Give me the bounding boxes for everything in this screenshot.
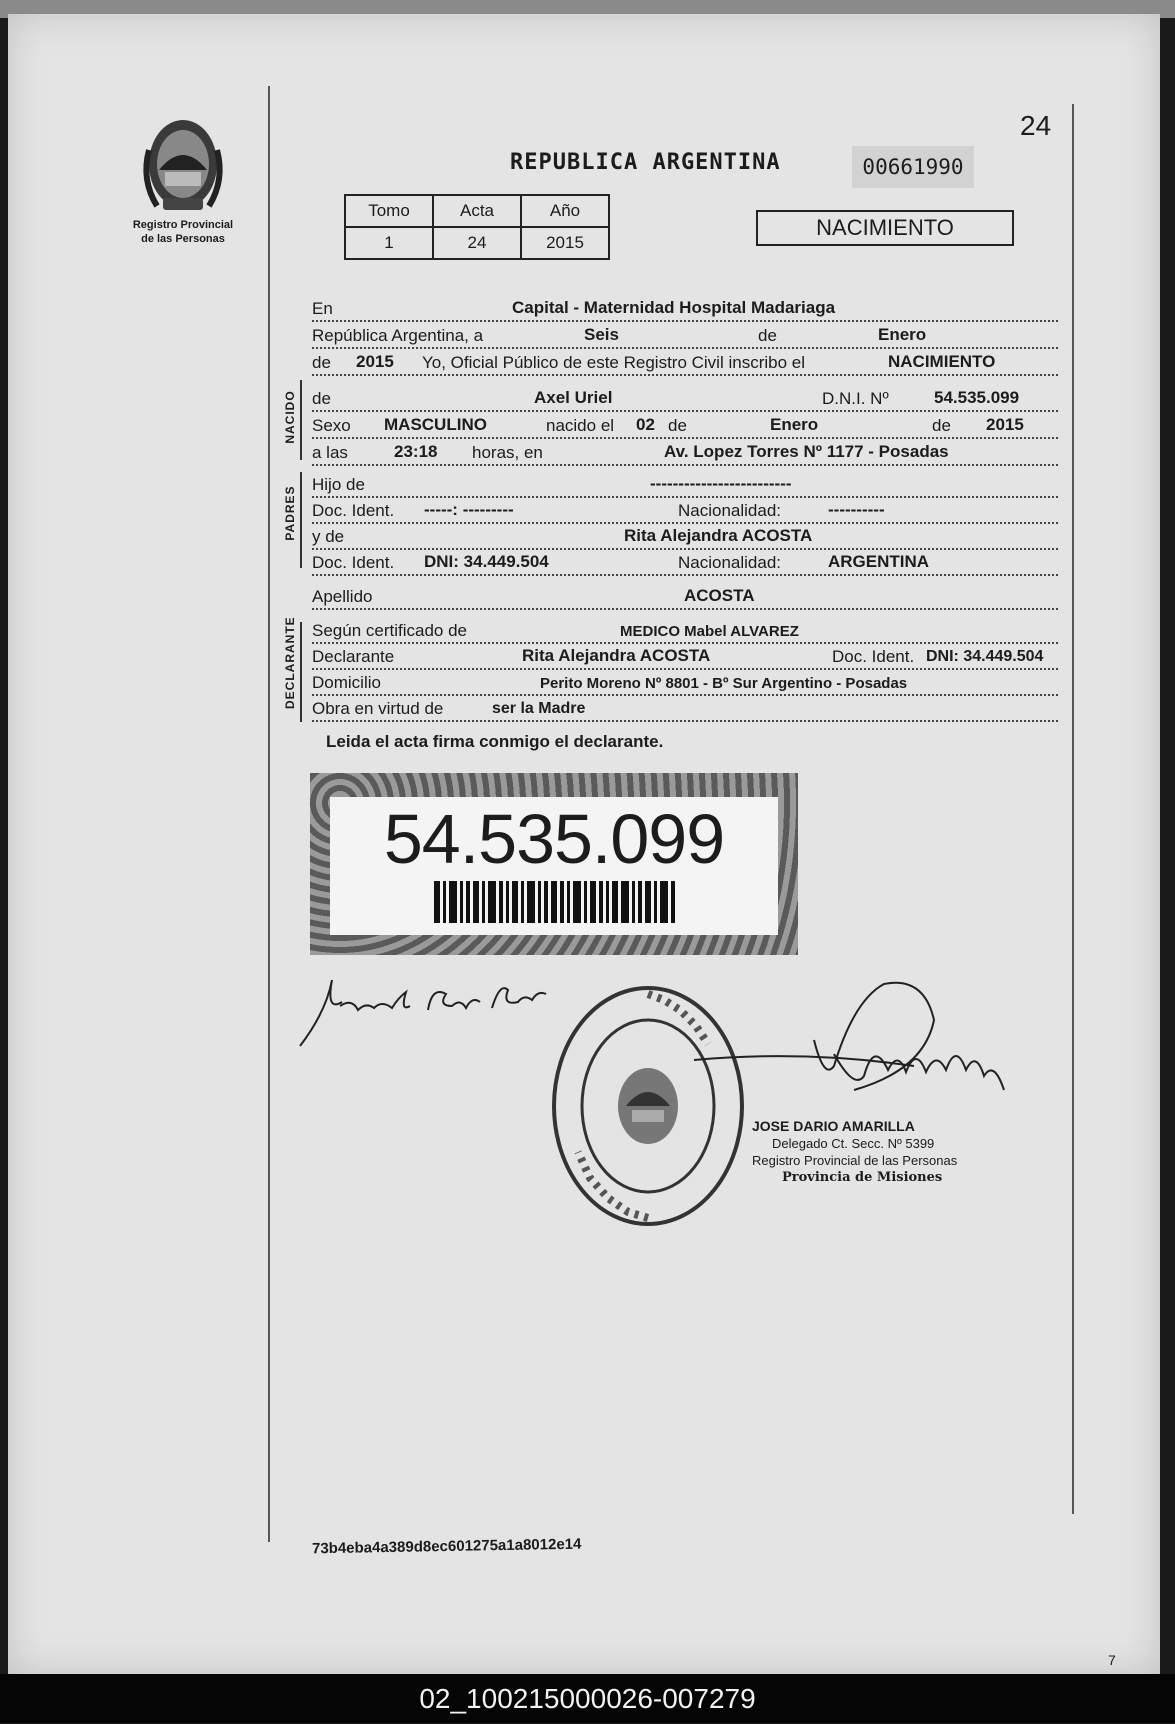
left-margin-line [268,86,270,1542]
doc-ident2-value: DNI: 34.449.504 [424,552,549,571]
declarante-value: Rita Alejandra ACOSTA [522,646,711,665]
official-signature-icon [684,980,1044,1110]
serial-number: 00661990 [852,146,974,188]
document-title: REPUBLICA ARGENTINA [510,150,781,175]
barcode-bar [573,881,581,923]
padres-bracket [300,472,302,568]
barcode-bar [590,881,596,923]
official-role: Delegado Ct. Secc. Nº 5399 [772,1136,935,1151]
horas-en-label: horas, en [472,443,546,463]
sexo-label: Sexo [312,416,354,436]
section-label-nacido: NACIDO [283,390,297,444]
segun-value: MEDICO Mabel ALVAREZ [620,623,799,640]
right-margin-line [1072,104,1074,1514]
barcode-bar [434,881,440,923]
footer-file-id: 02_100215000026-007279 [0,1674,1175,1723]
table-header-row [345,195,609,227]
hijo-de-label: Hijo de [312,475,368,495]
table-header-acta: Acta [433,195,521,227]
field-row-en [312,300,1058,322]
barcode-number: 54.535.099 [383,800,725,878]
table-header-anio: Año [521,195,609,227]
domicilio-value: Perito Moreno Nº 8801 - Bº Sur Argentino - Posadas [540,675,908,692]
de-label: de [758,326,780,346]
apellido-label: Apellido [312,587,376,607]
document-hash: 73b4eba4a389d8ec601275a1a8012e14 [311,1535,582,1558]
barcode-bar [671,881,675,923]
nac-anio-value: 2015 [986,415,1024,434]
misiones-seal-icon [137,110,229,218]
field-row-anio [312,354,1058,376]
province-emblem [128,110,238,246]
nombre-value: Axel Uriel [534,388,613,407]
nacido-bracket [300,380,302,460]
declarant-signature-icon [296,972,556,1052]
corner-mark: 7 [1108,1652,1116,1668]
doc-ident1-label: Doc. Ident. [312,501,397,521]
tomo-acta-table [344,194,610,260]
barcode-bar [521,881,524,923]
lugar-value: Av. Lopez Torres Nº 1177 - Posadas [664,442,949,461]
barcode-bar [527,881,535,923]
anio-value: 2015 [356,352,394,371]
de4-label: de [668,416,690,436]
field-row-obra [312,700,1058,722]
acta-type-box: NACIMIENTO [756,210,1014,246]
declarante-bracket [300,622,302,722]
official-signature-block [752,1118,957,1186]
segun-label: Según certificado de [312,621,470,641]
table-cell-acta: 24 [433,227,521,259]
nacionalidad1-value: ---------- [828,500,885,519]
dia-value: Seis [584,325,619,344]
doc-ident3-value: DNI: 34.449.504 [926,648,1044,665]
field-row-doc1 [312,502,1058,524]
field-row-declarante [312,648,1058,670]
nacionalidad2-value: ARGENTINA [828,552,930,571]
field-row-doc2 [312,554,1058,576]
sexo-value: MASCULINO [384,415,487,434]
barcode-bar [638,881,642,923]
en-label: En [312,299,336,319]
emblem-caption-2: de las Personas [141,233,225,245]
field-row-nombre [312,390,1058,412]
barcode-bar [482,881,485,923]
doc-ident1-value: -----: --------- [424,500,514,519]
republica-label: República Argentina, a [312,326,486,346]
section-label-padres: PADRES [283,485,297,541]
table-row [345,227,609,259]
barcode-bar [506,881,509,923]
barcode-bar [460,881,463,923]
dni-barcode-sticker [310,773,798,955]
field-row-segun [312,622,1058,644]
barcode-bars-icon [330,881,778,923]
en-value: Capital - Maternidad Hospital Madariaga [512,298,836,317]
de3-label: de [312,389,334,409]
doc-ident2-label: Doc. Ident. [312,553,397,573]
barcode-bar [560,881,564,923]
field-row-hora [312,444,1058,466]
official-name: JOSE DARIO AMARILLA [752,1118,915,1134]
barcode-bar [584,881,587,923]
page-number: 24 [1020,110,1052,141]
field-row-fecha [312,327,1058,349]
dni-value: 54.535.099 [934,388,1020,407]
a-las-label: a las [312,443,351,463]
field-row-hijo-de [312,476,1058,498]
barcode-bar [632,881,635,923]
barcode-bar [488,881,496,923]
hora-value: 23:18 [394,442,438,461]
section-label-declarante: DECLARANTE [283,616,297,709]
de2-label: de [312,353,334,373]
barcode-bar [621,881,629,923]
nac-dia-value: 02 [636,415,655,434]
domicilio-label: Domicilio [312,673,384,693]
official-office: Registro Provincial de las Personas [752,1153,958,1168]
apellido-value: ACOSTA [684,586,755,605]
barcode-bar [654,881,657,923]
de5-label: de [932,416,954,436]
hijo-de-value: ------------------------- [650,474,792,493]
barcode-bar [606,881,609,923]
inscribo-value: NACIMIENTO [888,352,996,371]
doc-ident3-label: Doc. Ident. [832,647,917,667]
y-de-value: Rita Alejandra ACOSTA [624,526,813,545]
barcode-bar [473,881,479,923]
obra-value: ser la Madre [492,700,586,717]
y-de-label: y de [312,527,347,547]
barcode-bar [567,881,570,923]
field-row-apellido [312,588,1058,610]
official-province: Provincia de Misiones [782,1170,943,1185]
leida-statement: Leida el acta firma conmigo el declarante. [326,732,664,751]
declarante-label: Declarante [312,647,397,667]
barcode-bar [449,881,457,923]
dni-label: D.N.I. Nº [822,389,892,409]
barcode-bar [499,881,503,923]
barcode-bar [512,881,518,923]
nacido-el-label: nacido el [546,416,617,436]
table-cell-anio: 2015 [521,227,609,259]
barcode-bar [538,881,541,923]
obra-label: Obra en virtud de [312,699,446,719]
barcode-bar [544,881,548,923]
barcode-bar [599,881,603,923]
table-header-tomo: Tomo [345,195,433,227]
barcode-bar [645,881,651,923]
yo-label: Yo, Oficial Público de este Registro Civil inscribo el [422,353,808,373]
emblem-caption-1: Registro Provincial [132,219,234,231]
nac-mes-value: Enero [770,415,819,434]
field-row-sexo [312,417,1058,439]
mes-value: Enero [878,325,927,344]
barcode-label [330,797,778,935]
barcode-bar [466,881,470,923]
table-cell-tomo: 1 [345,227,433,259]
nacionalidad1-label: Nacionalidad: [678,501,784,521]
field-row-domicilio [312,674,1058,696]
barcode-bar [551,881,557,923]
nacionalidad2-label: Nacionalidad: [678,553,784,573]
field-row-y-de [312,528,1058,550]
barcode-bar [443,881,446,923]
barcode-bar [660,881,668,923]
barcode-bar [612,881,618,923]
